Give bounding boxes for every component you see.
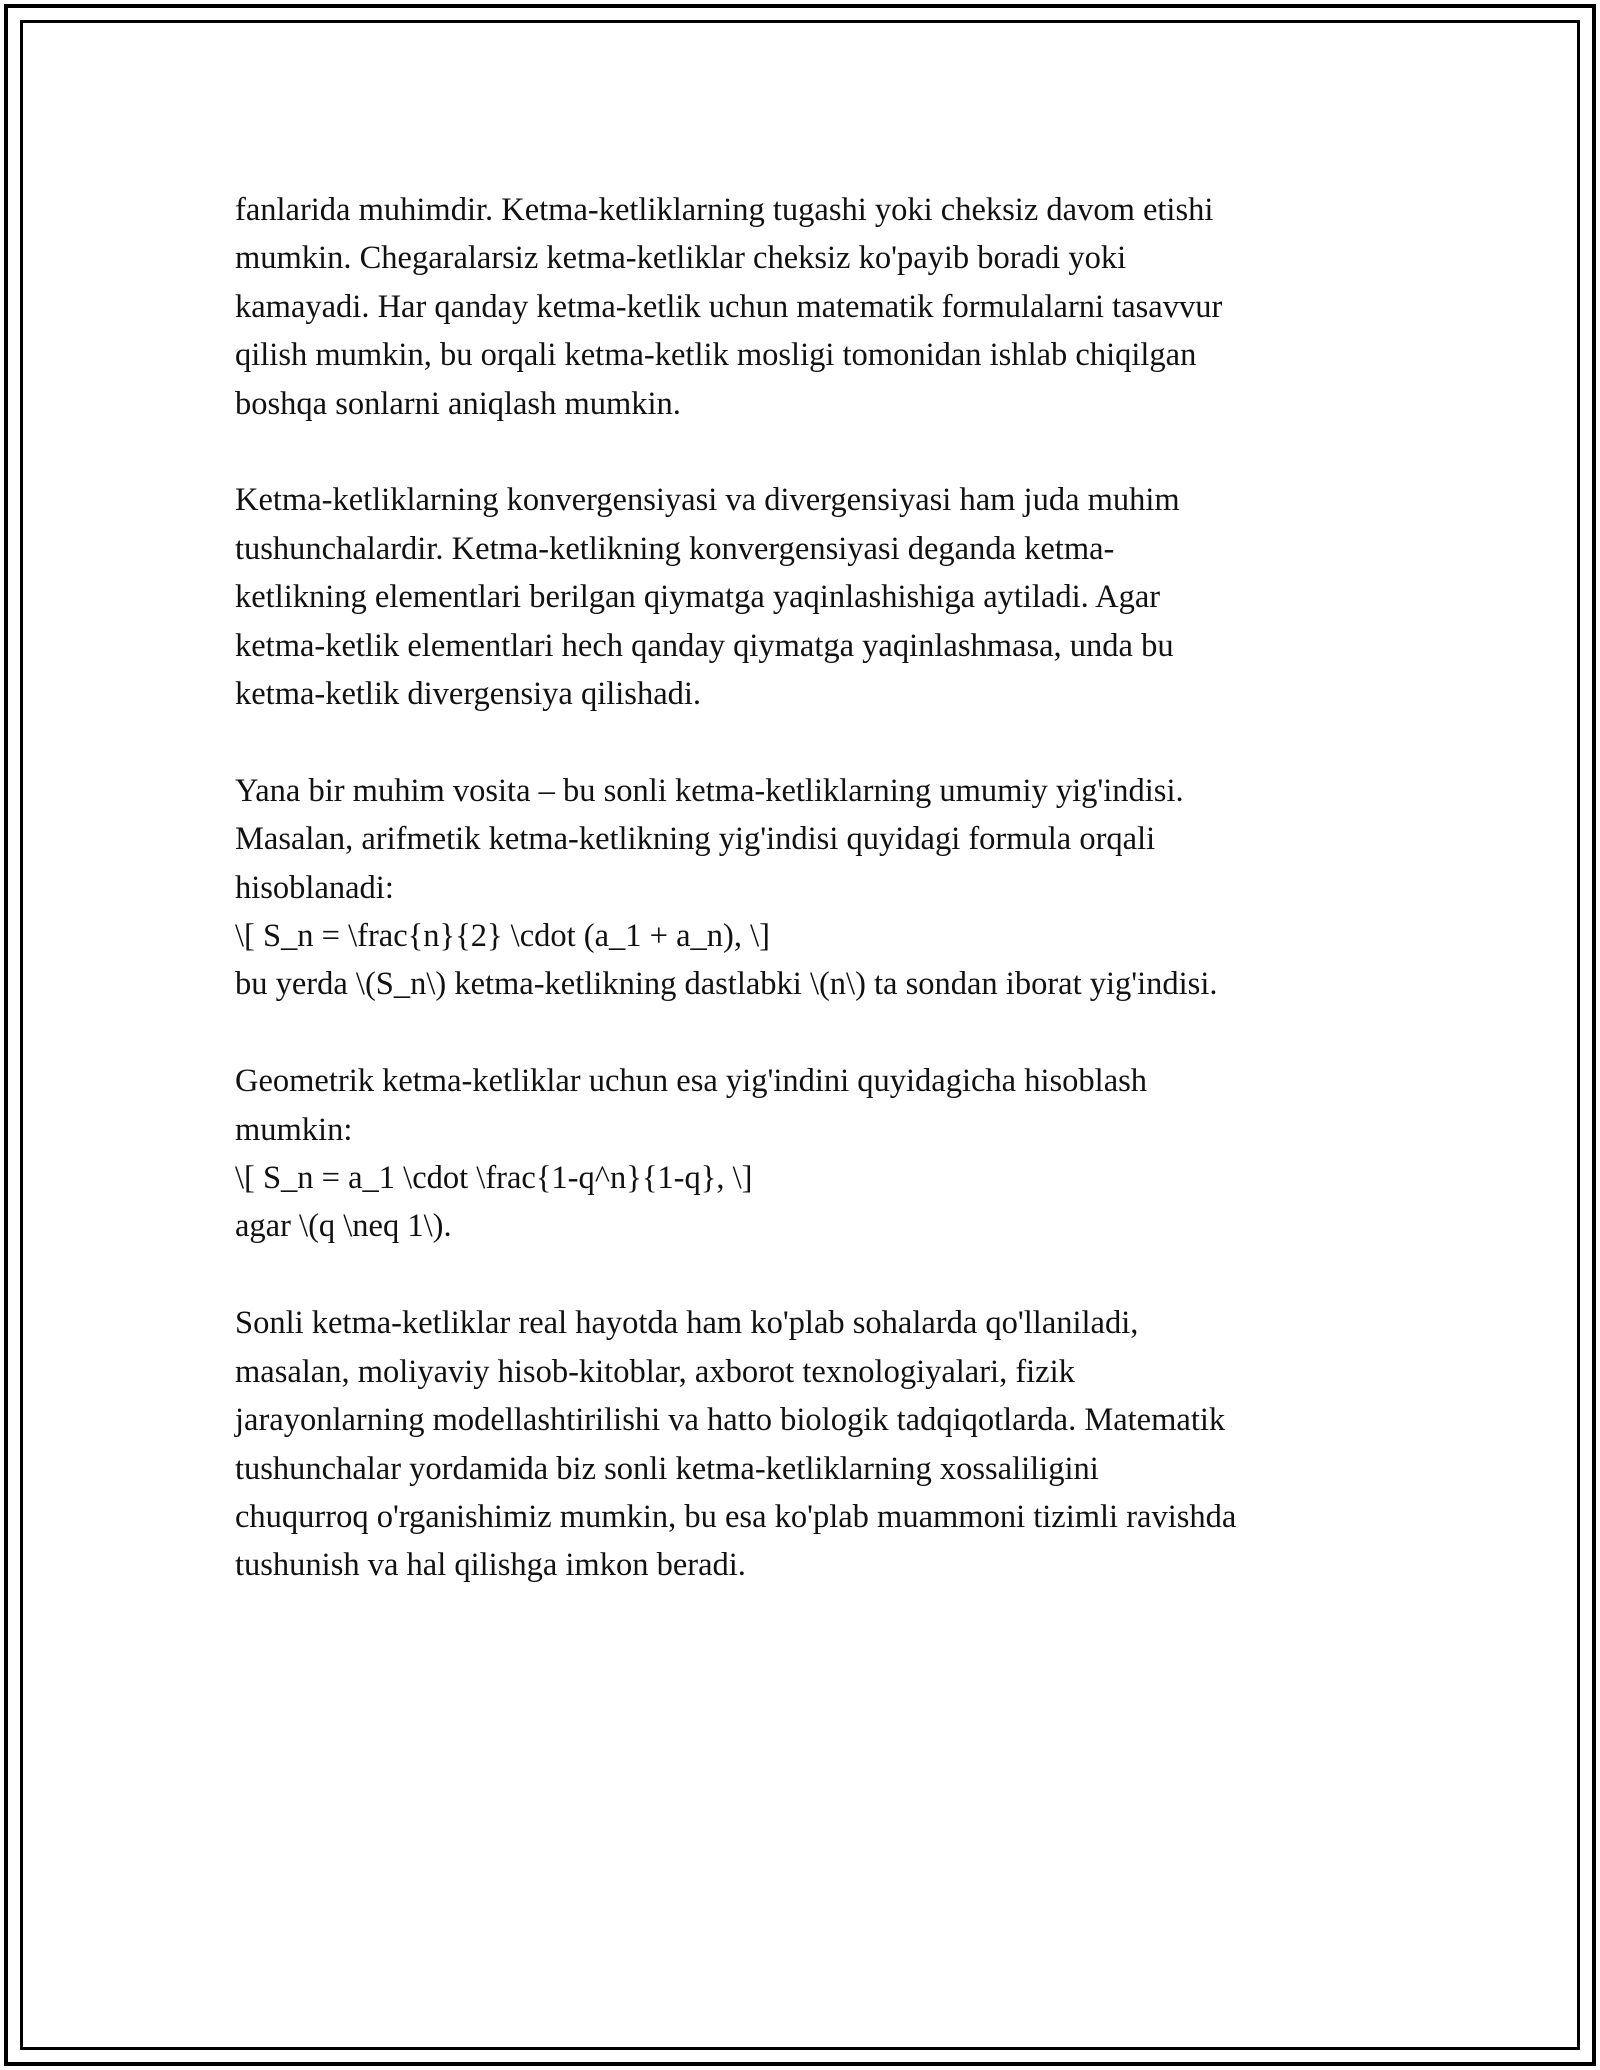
text-line: qilish mumkin, bu orqali ketma-ketlik mosligi tomonidan ishlab chiqilgan [235,337,1197,374]
text-line: bu yerda \(S_n\) ketma-ketlikning dastlabki \(n\) ta sondan iborat yig'indisi. [235,966,1218,1003]
text-line: Masalan, arifmetik ketma-ketlikning yig'indisi quyidagi formula orqali [235,821,1156,858]
text-line: ketma-ketlik elementlari hech qanday qiymatga yaqinlashmasa, unda bu [235,627,1174,664]
text-line: jarayonlarning modellashtirilishi va hatto biologik tadqiqotlarda. Matematik [235,1402,1226,1439]
document-body [235,186,1375,1638]
text-line: masalan, moliyaviy hisob-kitoblar, axborot texnologiyalari, fizik [235,1353,1075,1390]
paragraph-arithmetic-sum [235,767,1375,1009]
text-line: mumkin. Chegaralarsiz ketma-ketliklar cheksiz ko'payib boradi yoki [235,240,1127,277]
text-line: agar \(q \neq 1\). [235,1208,452,1245]
text-line: tushunchalar yordamida biz sonli ketma-ketliklarning xossaliligini [235,1450,1099,1487]
formula-arithmetic-sum: \[ S_n = \frac{n}{2} \cdot (a_1 + a_n), \] [235,918,770,955]
text-line: ketma-ketlik divergensiya qilishadi. [235,676,702,713]
paragraph-applications [235,1299,1375,1589]
text-line: tushunish va hal qilishga imkon beradi. [235,1547,746,1584]
paragraph-convergence [235,476,1375,718]
text-line: Ketma-ketliklarning konvergensiyasi va divergensiyasi ham juda muhim [235,482,1180,519]
formula-geometric-sum: \[ S_n = a_1 \cdot \frac{1-q^n}{1-q}, \] [235,1160,753,1197]
paragraph-geometric-sum [235,1057,1375,1251]
text-line: Geometrik ketma-ketliklar uchun esa yig'indini quyidagicha hisoblash [235,1063,1148,1100]
text-line: fanlarida muhimdir. Ketma-ketliklarning tugashi yoki cheksiz davom etishi [235,192,1214,228]
paragraph-sequences-intro [235,186,1375,428]
text-line: mumkin: [235,1111,353,1148]
text-line: ketlikning elementlari berilgan qiymatga yaqinlashishiga aytiladi. Agar [235,579,1161,616]
text-line: Yana bir muhim vosita – bu sonli ketma-ketliklarning umumiy yig'indisi. [235,772,1184,809]
text-line: hisoblanadi: [235,869,394,906]
text-line: kamayadi. Har qanday ketma-ketlik uchun matematik formulalarni tasavvur [235,288,1223,325]
text-line: chuqurroq o'rganishimiz mumkin, bu esa ko'plab muammoni tizimli ravishda [235,1498,1237,1535]
text-line: Sonli ketma-ketliklar real hayotda ham ko'plab sohalarda qo'llaniladi, [235,1305,1139,1342]
text-line: tushunchalardir. Ketma-ketlikning konvergensiyasi deganda ketma- [235,530,1115,567]
text-line: boshqa sonlarni aniqlash mumkin. [235,385,681,422]
